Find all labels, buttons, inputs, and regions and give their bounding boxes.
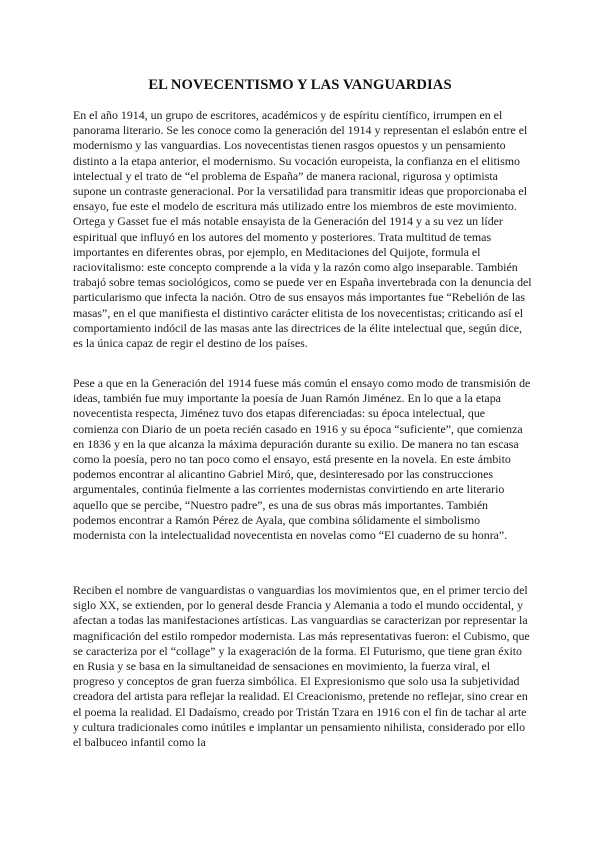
page-title: EL NOVECENTISMO Y LAS VANGUARDIAS [148, 77, 452, 93]
paragraph-novecentismo: En el año 1914, un grupo de escritores, académicos y de espíritu científico, irrumpen en el panorama literario. Se les conoce como la generación del 1914 y representan el eslabón entre el modernismo y las vanguardias. Los novecentistas tienen rasgos opuestos y un pensamiento distinto a la etapa anterior, el modernismo. Su vocación europeista, la confianza en el elitismo intelectual y el trato de “el problema de España” de manera racional, rigurosa y optimista supone un contraste generacional. Por la versatilidad para transmitir ideas que proporcionaba el ensayo, fue este el modelo de escritura más utilizado entre los miembros de este movimiento. Ortega y Gasset fue el más notable ensayista de la Generación del 1914 y a su vez un líder espiritual que influyó en los autores del momento y posteriores. Trata multitud de temas importantes en diferentes obras, por ejemplo, en Meditaciones del Quijote, formula el raciovitalismo: este concepto comprende a la vida y la razón como algo inseparable. También trabajó sobre temas sociológicos, como se puede ver en España invertebrada con la denuncia del particularismo que infecta la nación. Otro de sus ensayos más importantes fue “Rebelión de las masas”, en el que manifiesta el distintivo carácter elitista de los novecentistas; criticando así el comportamiento indócil de las masas ante las directrices de la élite intelectual que, según dice, es la única capaz de regir el destino de los países. [73, 108, 532, 351]
paragraph-vanguardias: Reciben el nombre de vanguardistas o vanguardias los movimientos que, en el primer tercio del siglo XX, se extienden, por lo general desde Francia y Alemania a todo el mundo occidental, y afectan a todas las manifestaciones artísticas. Las vanguardias se caracterizan por representar la magnificación del estilo rompedor modernista. Las más representativas fueron: el Cubismo, que se caracteriza por el “collage” y la exageración de la forma. El Futurismo, que tiene gran éxito en Rusia y se basa en la simultaneidad de sensaciones en movimiento, la fuerza viral, el progreso y conceptos de gran fuerza simbólica. El Expresionismo que solo usa la subjetividad creadora del artista para reflejar la realidad. El Creacionismo, pretende no reflejar, sino crear en el poema la realidad. El Dadaísmo, creado por Tristán Tzara en 1916 con el fin de tachar al arte y cultura tradicionales como inútiles e implantar un pensamiento nihilista, considerado por ello el balbuceo infantil como la [73, 583, 530, 750]
paragraph-poesia-novela: Pese a que en la Generación del 1914 fuese más común el ensayo como modo de transmisión de ideas, también fue muy importante la poesía de Juan Ramón Jiménez. En lo que a la etapa novecentista respecta, Jiménez tuvo dos etapas diferenciadas: su época intelectual, que comienza con Diario de un poeta recién casado en 1916 y su época “suficiente”, que comienza en 1836 y en la que alcanza la máxima depuración durante su exilio. De manera no tan escasa como la poesía, pero no tan poco como el ensayo, está presente en la novela. En este ámbito podemos encontrar al alicantino Gabriel Miró, que, desinteresado por las construcciones argumentales, continúa fielmente a las corrientes modernistas convirtiendo en arte literario aquello que se percibe, “Nuestro padre”, es una de sus obras más importantes. También podemos encontrar a Ramón Pérez de Ayala, que combina sólidamente el simbolismo modernista con la intelectualidad novecentista en novelas como “El cuaderno de su honra”. [73, 376, 531, 543]
